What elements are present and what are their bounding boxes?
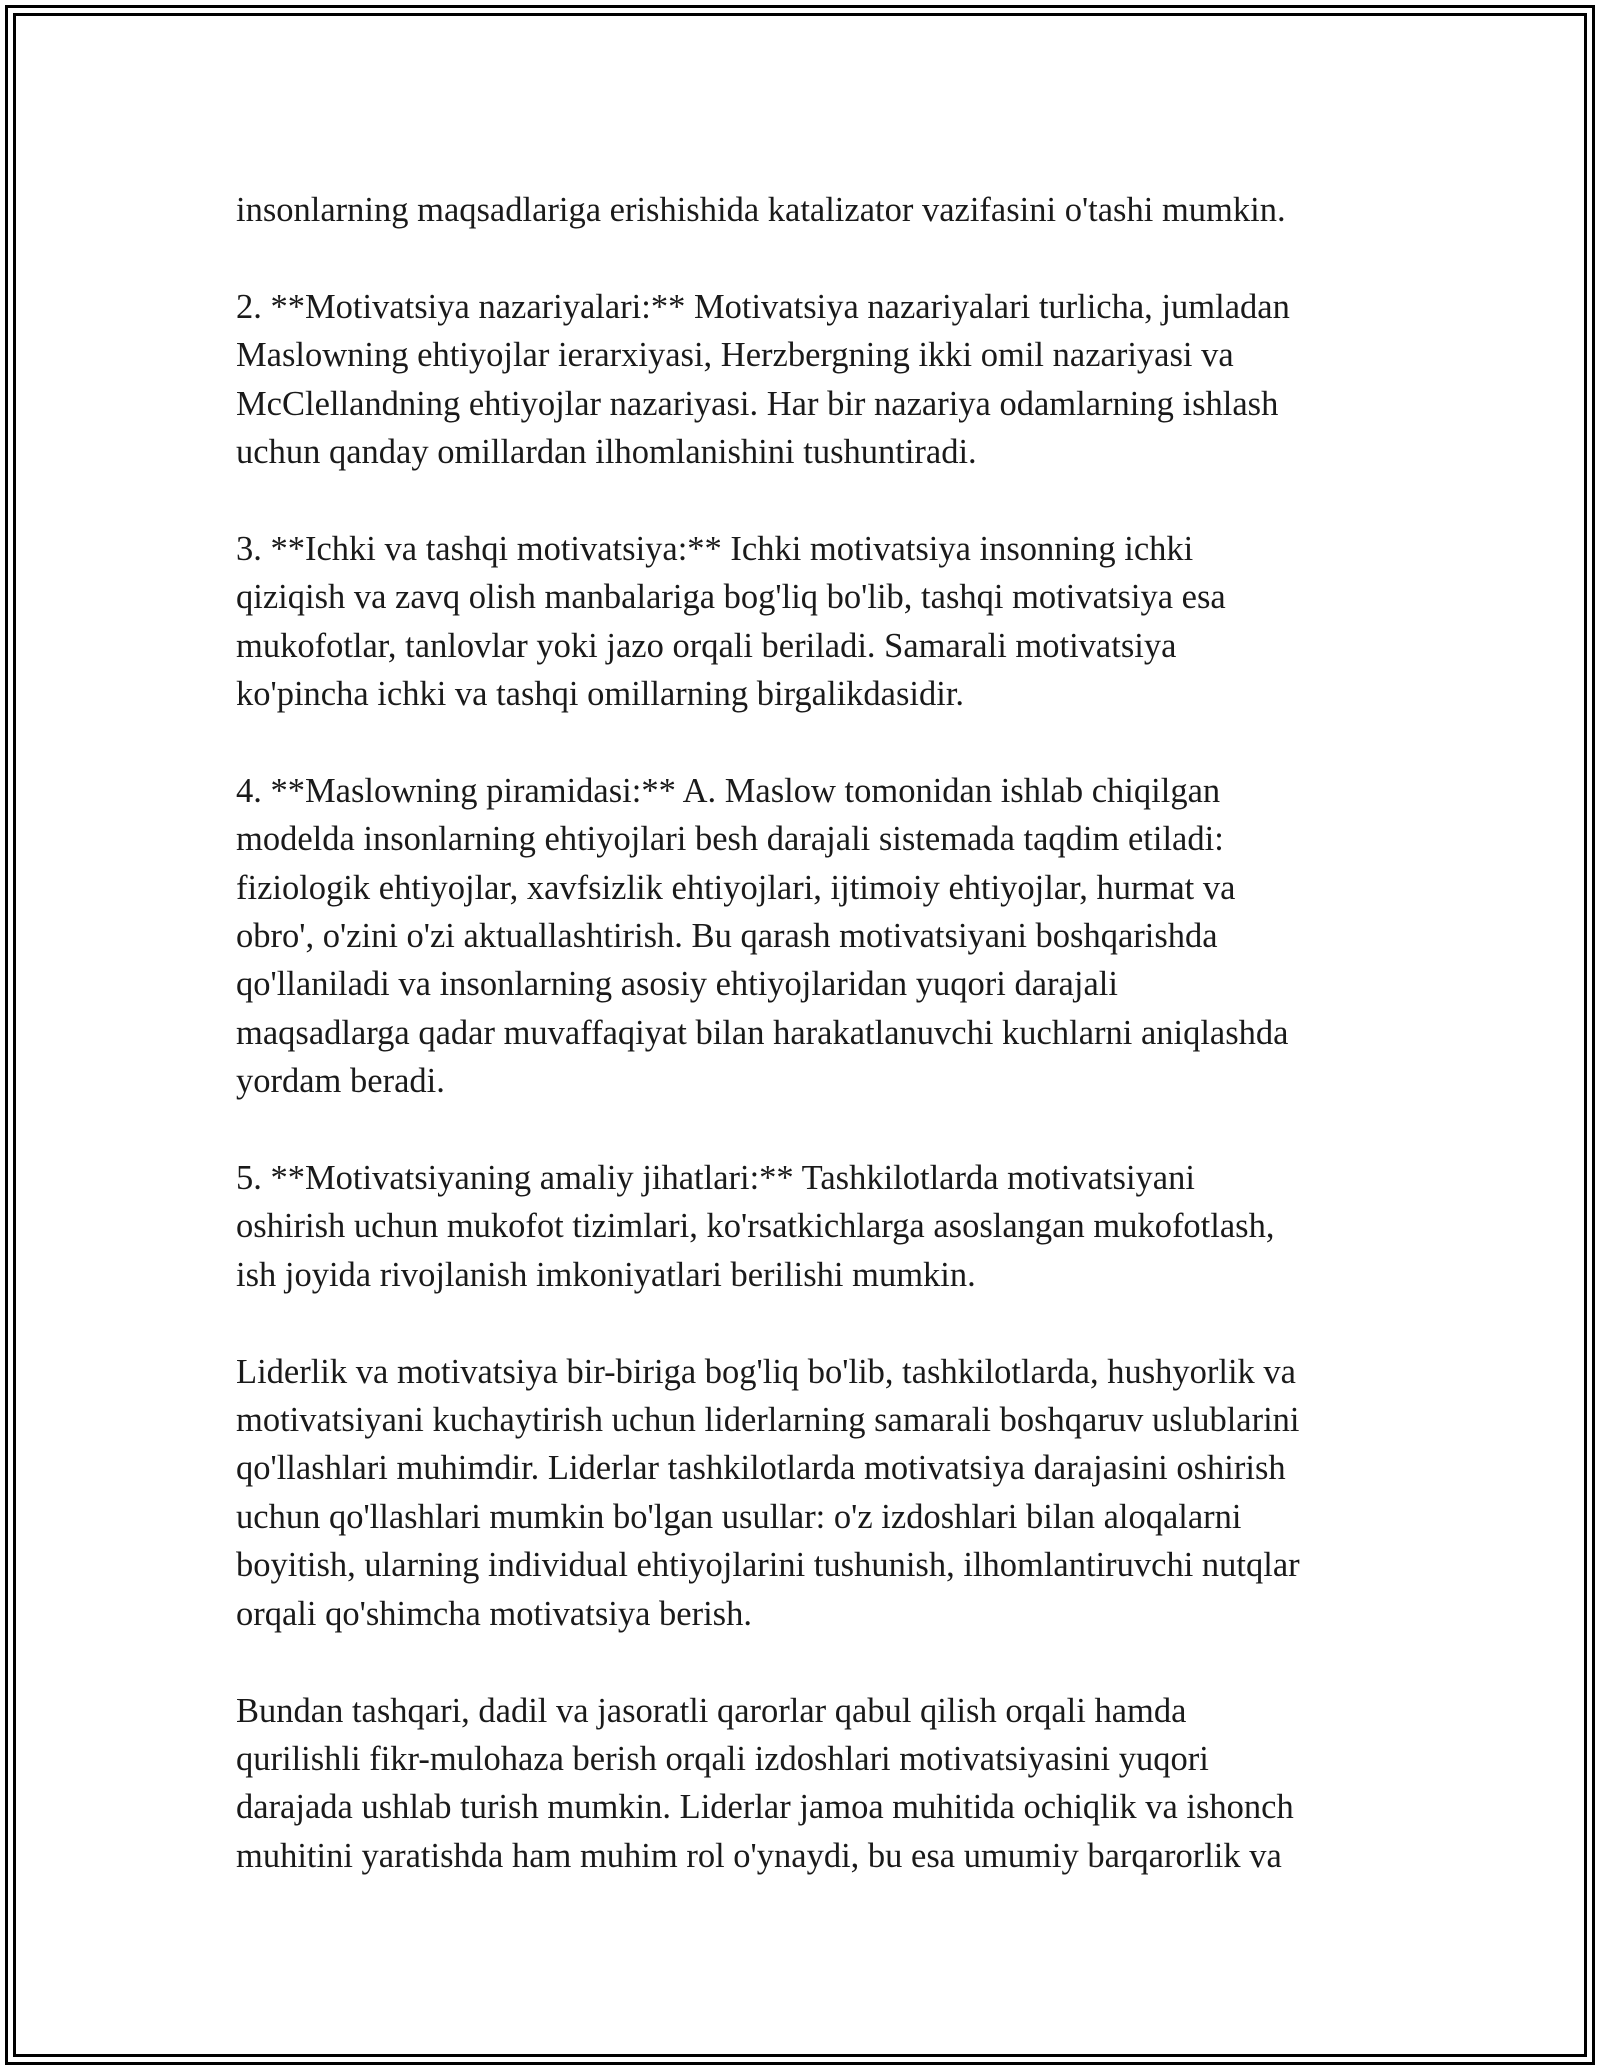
text-line: Maslowning ehtiyojlar ierarxiyasi, Herzbergning ikki omil nazariyasi va (236, 336, 1234, 375)
text-line: oshirish uchun mukofot tizimlari, ko'rsatkichlarga asoslangan mukofotlash, (236, 1207, 1275, 1246)
text-line: Bundan tashqari, dadil va jasoratli qarorlar qabul qilish orqali hamda (236, 1691, 1187, 1730)
text-line: qurilishli fikr-mulohaza berish orqali izdoshlari motivatsiyasini yuqori (236, 1739, 1209, 1778)
text-line: qiziqish va zavq olish manbalariga bog'liq bo'lib, tashqi motivatsiya esa (236, 578, 1226, 617)
text-line: muhitini yaratishda ham muhim rol o'ynaydi, bu esa umumiy barqarorlik va (236, 1836, 1282, 1875)
paragraph-2 (236, 283, 1376, 477)
text-line: motivatsiyani kuchaytirish uchun liderlarning samarali boshqaruv uslublarini (236, 1401, 1300, 1440)
text-line: darajada ushlab turish mumkin. Liderlar jamoa muhitida ochiqlik va ishonch (236, 1788, 1294, 1827)
text-line: modelda insonlarning ehtiyojlari besh darajali sistemada taqdim etiladi: (236, 820, 1224, 859)
text-line: yordam beradi. (236, 1062, 445, 1101)
text-line: ko'pincha ichki va tashqi omillarning birgalikdasidir. (236, 675, 965, 714)
text-line: qo'llashlari muhimdir. Liderlar tashkilotlarda motivatsiya darajasini oshirish (236, 1449, 1286, 1488)
paragraph-6 (236, 1348, 1376, 1638)
paragraph-3 (236, 525, 1376, 719)
paragraph-5 (236, 1154, 1376, 1299)
text-line: 3. **Ichki va tashqi motivatsiya:** Ichki motivatsiya insonning ichki (236, 529, 1194, 568)
text-line: 2. **Motivatsiya nazariyalari:** Motivatsiya nazariyalari turlicha, jumladan (236, 287, 1290, 326)
text-line: uchun qanday omillardan ilhomlanishini tushuntiradi. (236, 433, 977, 472)
text-line: maqsadlarga qadar muvaffaqiyat bilan harakatlanuvchi kuchlarni aniqlashda (236, 1013, 1289, 1052)
document-body (236, 186, 1376, 1929)
text-line: 4. **Maslowning piramidasi:** A. Maslow tomonidan ishlab chiqilgan (236, 771, 1221, 810)
text-line: obro', o'zini o'zi aktuallashtirish. Bu qarash motivatsiyani boshqarishda (236, 917, 1218, 956)
text-line: mukofotlar, tanlovlar yoki jazo orqali beriladi. Samarali motivatsiya (236, 626, 1177, 665)
text-line: boyitish, ularning individual ehtiyojlarini tushunish, ilhomlantiruvchi nutqlar (236, 1546, 1300, 1585)
text-line: fiziologik ehtiyojlar, xavfsizlik ehtiyojlari, ijtimoiy ehtiyojlar, hurmat va (236, 868, 1236, 907)
text-line: ish joyida rivojlanish imkoniyatlari berilishi mumkin. (236, 1255, 976, 1294)
text-line: uchun qo'llashlari mumkin bo'lgan usullar: o'z izdoshlari bilan aloqalarni (236, 1497, 1242, 1536)
paragraph-1 (236, 186, 1376, 234)
text-line: insonlarning maqsadlariga erishishida katalizator vazifasini o'tashi mumkin. (236, 191, 1286, 229)
paragraph-7 (236, 1687, 1376, 1881)
text-line: qo'llaniladi va insonlarning asosiy ehtiyojlaridan yuqori darajali (236, 965, 1118, 1004)
paragraph-4 (236, 767, 1376, 1106)
text-line: McClellandning ehtiyojlar nazariyasi. Har bir nazariya odamlarning ishlash (236, 384, 1279, 423)
text-line: orqali qo'shimcha motivatsiya berish. (236, 1594, 752, 1633)
text-line: Liderlik va motivatsiya bir-biriga bog'liq bo'lib, tashkilotlarda, hushyorlik va (236, 1352, 1296, 1391)
text-line: 5. **Motivatsiyaning amaliy jihatlari:** Tashkilotlarda motivatsiyani (236, 1159, 1195, 1198)
